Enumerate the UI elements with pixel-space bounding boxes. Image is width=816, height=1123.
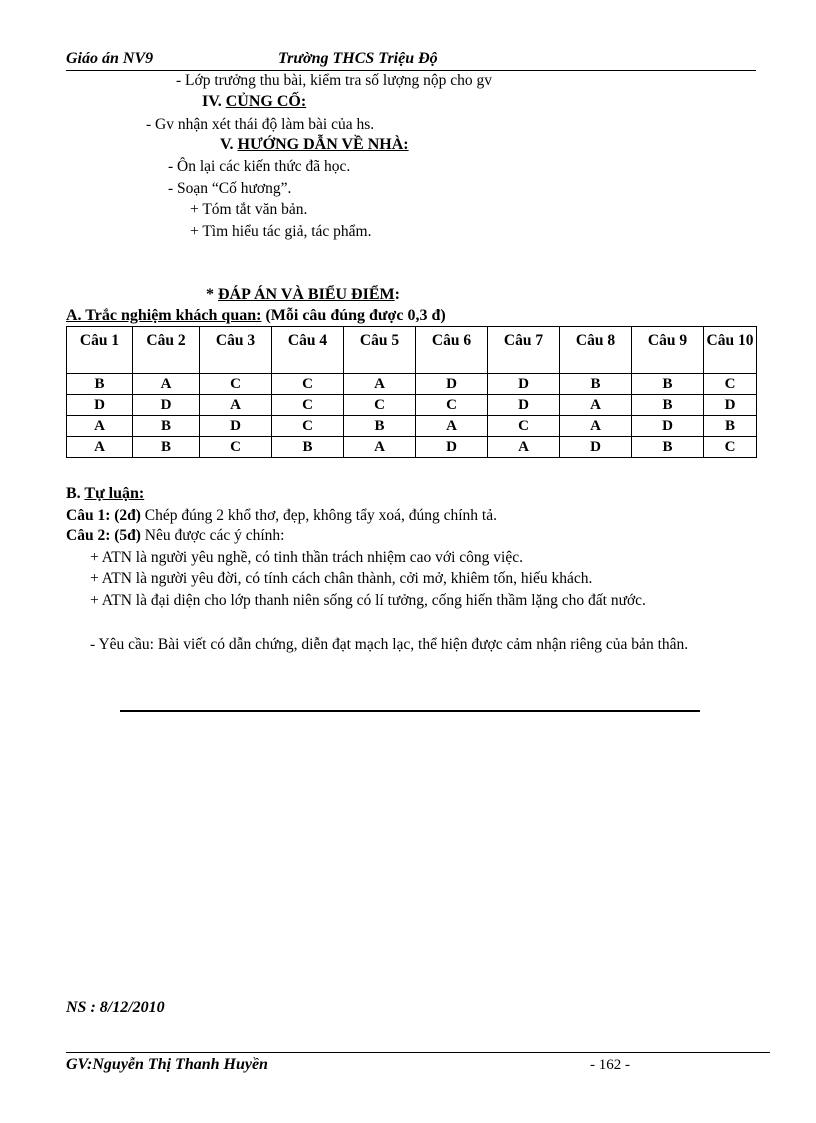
- question-1-answer: [66, 507, 497, 525]
- answer-cell: B: [344, 416, 416, 437]
- prepare-line: - Soạn “Cố hương”.: [168, 180, 292, 197]
- question-2-label: Câu 2: (5đ): [66, 527, 141, 544]
- point-3: + ATN là đại diện cho lớp thanh niên sống có lí tưởng, cống hiến thầm lặng cho đất nước.: [90, 592, 646, 609]
- question-5-header: Câu 5: [344, 327, 416, 374]
- answer-cell: C: [704, 437, 757, 458]
- research-line: + Tìm hiểu tác giả, tác phẩm.: [190, 223, 372, 240]
- requirement: - Yêu cầu: Bài viết có dẫn chứng, diễn đạt mạch lạc, thể hiện được cảm nhận riêng của bản thân.: [90, 636, 689, 653]
- section-b-heading: [66, 485, 144, 503]
- answer-cell: A: [200, 395, 272, 416]
- answer-table-header-row: [67, 327, 757, 374]
- question-2-answer: [66, 527, 284, 545]
- teacher-comment-line: - Gv nhận xét thái độ làm bài của hs.: [146, 116, 375, 133]
- question-3-header: Câu 3: [200, 327, 272, 374]
- answer-cell: C: [200, 437, 272, 458]
- answer-cell: A: [67, 416, 133, 437]
- answer-cell: B: [133, 437, 200, 458]
- answer-cell: A: [416, 416, 488, 437]
- answer-cell: C: [704, 374, 757, 395]
- answer-cell: D: [133, 395, 200, 416]
- answer-key-text: ĐÁP ÁN VÀ BIỂU ĐIỂM: [218, 286, 395, 303]
- section-a-label: A. Trắc nghiệm khách quan:: [66, 307, 262, 324]
- summary-line: + Tóm tắt văn bản.: [190, 201, 308, 218]
- answer-cell: B: [133, 416, 200, 437]
- answer-cell: C: [416, 395, 488, 416]
- answer-cell: A: [560, 416, 632, 437]
- answer-key-colon: :: [394, 286, 400, 303]
- table-row: [67, 395, 757, 416]
- homework-number: V.: [220, 136, 234, 153]
- header-left: Giáo án NV9: [66, 50, 154, 67]
- answer-cell: A: [560, 395, 632, 416]
- table-row: [67, 437, 757, 458]
- answer-table: [66, 326, 757, 458]
- footer-rule: [66, 1052, 770, 1053]
- question-6-header: Câu 6: [416, 327, 488, 374]
- answer-cell: C: [200, 374, 272, 395]
- consolidation-heading: [202, 93, 306, 111]
- question-10-header: Câu 10: [704, 327, 757, 374]
- answer-cell: D: [704, 395, 757, 416]
- footer-teacher: GV:Nguyễn Thị Thanh Huyền: [66, 1056, 268, 1073]
- answer-cell: B: [632, 374, 704, 395]
- homework-heading: [220, 136, 409, 154]
- table-row: [67, 416, 757, 437]
- answer-cell: C: [272, 395, 344, 416]
- answer-cell: A: [67, 437, 133, 458]
- question-2-header: Câu 2: [133, 327, 200, 374]
- answer-cell: D: [632, 416, 704, 437]
- consolidation-title: CỦNG CỐ:: [225, 93, 307, 110]
- answer-cell: B: [67, 374, 133, 395]
- section-b-prefix: B.: [66, 485, 81, 502]
- answer-cell: A: [488, 437, 560, 458]
- homework-title: HƯỚNG DẪN VỀ NHÀ:: [237, 136, 409, 153]
- answer-key-star: *: [206, 286, 214, 303]
- question-8-header: Câu 8: [560, 327, 632, 374]
- answer-cell: A: [133, 374, 200, 395]
- answer-cell: C: [272, 416, 344, 437]
- answer-cell: D: [416, 374, 488, 395]
- question-2-text: Nêu được các ý chính:: [140, 527, 285, 544]
- review-line: - Ôn lại các kiến thức đã học.: [168, 158, 351, 175]
- answer-key-title: [206, 286, 400, 304]
- section-b-label: Tự luận:: [84, 485, 145, 502]
- header-center: Trường THCS Triệu Độ: [278, 50, 438, 67]
- answer-cell: B: [632, 437, 704, 458]
- question-1-label: Câu 1: (2đ): [66, 507, 141, 524]
- question-1-header: Câu 1: [67, 327, 133, 374]
- collect-papers-line: - Lớp trưởng thu bài, kiểm tra số lượng nộp cho gv: [176, 72, 493, 89]
- answer-cell: B: [272, 437, 344, 458]
- question-9-header: Câu 9: [632, 327, 704, 374]
- table-row: [67, 374, 757, 395]
- section-divider: [120, 710, 700, 712]
- answer-cell: D: [67, 395, 133, 416]
- answer-cell: D: [488, 374, 560, 395]
- answer-cell: B: [560, 374, 632, 395]
- answer-cell: A: [344, 437, 416, 458]
- question-1-text: Chép đúng 2 khổ thơ, đẹp, không tẩy xoá, đúng chính tả.: [140, 507, 497, 524]
- section-a-note: (Mỗi câu đúng được 0,3 đ): [265, 307, 446, 324]
- consolidation-number: IV.: [202, 93, 222, 110]
- answer-cell: D: [200, 416, 272, 437]
- answer-cell: D: [560, 437, 632, 458]
- answer-cell: C: [272, 374, 344, 395]
- answer-cell: B: [704, 416, 757, 437]
- answer-cell: D: [416, 437, 488, 458]
- question-7-header: Câu 7: [488, 327, 560, 374]
- answer-cell: C: [488, 416, 560, 437]
- point-2: + ATN là người yêu đời, có tính cách chân thành, cởi mở, khiêm tốn, hiếu khách.: [90, 570, 593, 587]
- answer-cell: A: [344, 374, 416, 395]
- answer-cell: B: [632, 395, 704, 416]
- question-4-header: Câu 4: [272, 327, 344, 374]
- answer-cell: C: [344, 395, 416, 416]
- section-a-heading: [66, 307, 446, 325]
- header-rule: [66, 70, 756, 71]
- page-number: - 162 -: [590, 1057, 630, 1073]
- answer-cell: D: [488, 395, 560, 416]
- point-1: + ATN là người yêu nghề, có tinh thần trách nhiệm cao với công việc.: [90, 549, 523, 566]
- ns-date: NS : 8/12/2010: [66, 999, 165, 1016]
